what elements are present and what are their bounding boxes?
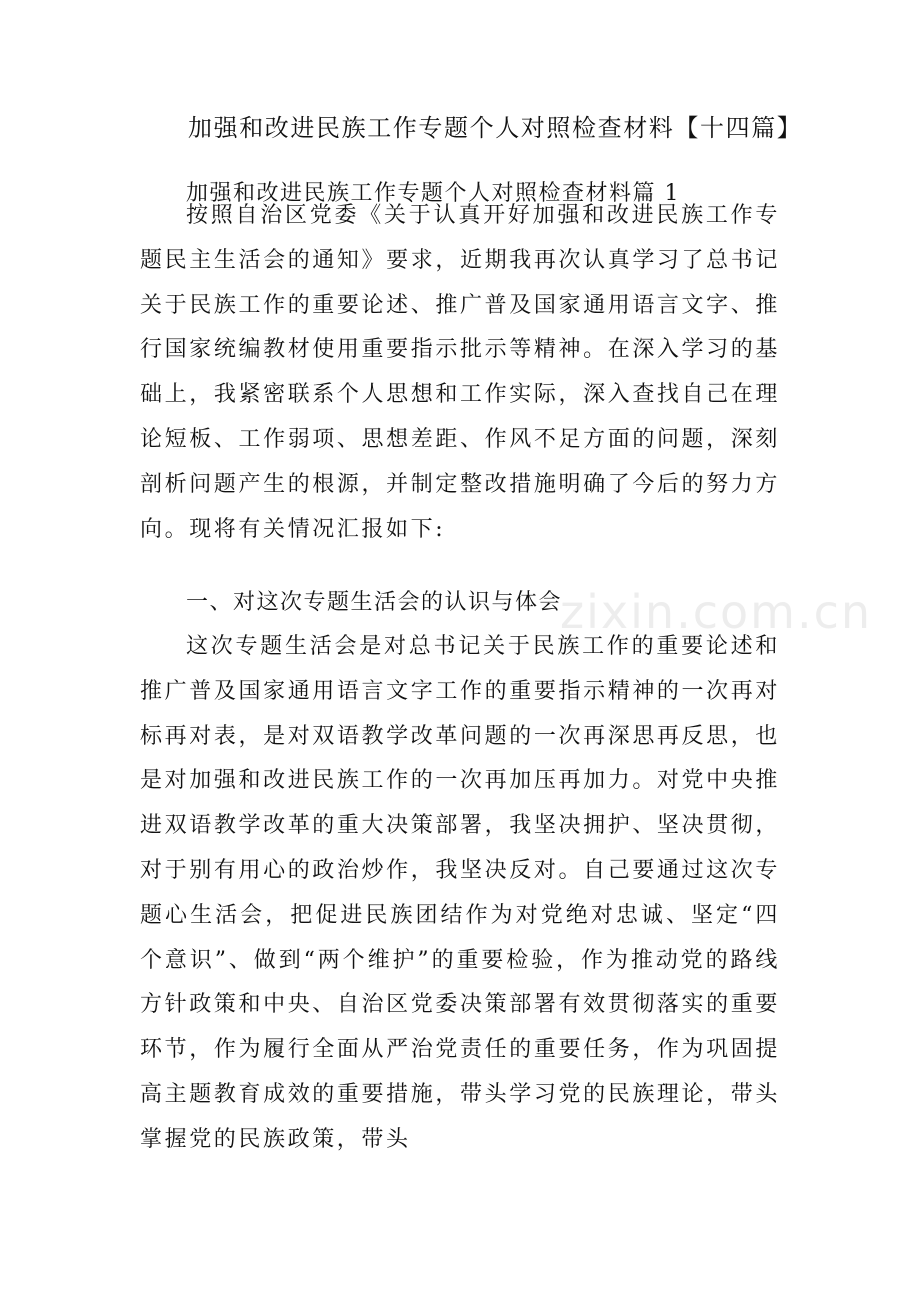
document-title: 加强和改进民族工作专题个人对照检查材料【十四篇】 (188, 114, 803, 142)
paragraph-understanding: 这次专题生活会是对总书记关于民族工作的重要论述和推广普及国家通用语言文字工作的重要指示精神的一次再对标再对表，是对双语教学改革问题的一次再深思再反思，也是对加强和改进民族工作的一次再加压再加力。对党中央推进双语教学改革的重大决策部署，我坚决拥护、坚决贯彻，对于别有用心的政治炒作，我坚决反对。自己要通过这次专题心生活会，把促进民族团结作为对党绝对忠诚、坚定“四个意识”、做到“两个维护”的重要检验，作为推动党的路线方针政策和中央、自治区党委决策部署有效贯彻落实的重要环节，作为履行全面从严治党责任的重要任务，作为巩固提高主题教育成效的重要措施，带头学习党的民族理论，带头掌握党的民族政策，带头 (140, 634, 780, 1152)
paragraph-intro: 按照自治区党委《关于认真开好加强和改进民族工作专题民主生活会的通知》要求，近期我再次认真学习了总书记关于民族工作的重要论述、推广普及国家通用语言文字、推行国家统编教材使用重要指示批示等精神。在深入学习的基础上，我紧密联系个人思想和工作实际，深入查找自己在理论短板、工作弱项、思想差距、作风不足方面的问题，深刻剖析问题产生的根源，并制定整改措施明确了今后的努力方向。现将有关情况汇报如下: (140, 203, 780, 542)
watermark: zixin.com.cn (560, 585, 873, 639)
heading-understanding: 一、对这次专题生活会的认识与体会 (186, 590, 563, 615)
section-title: 加强和改进民族工作专题个人对照检查材料篇 1 (186, 181, 680, 206)
